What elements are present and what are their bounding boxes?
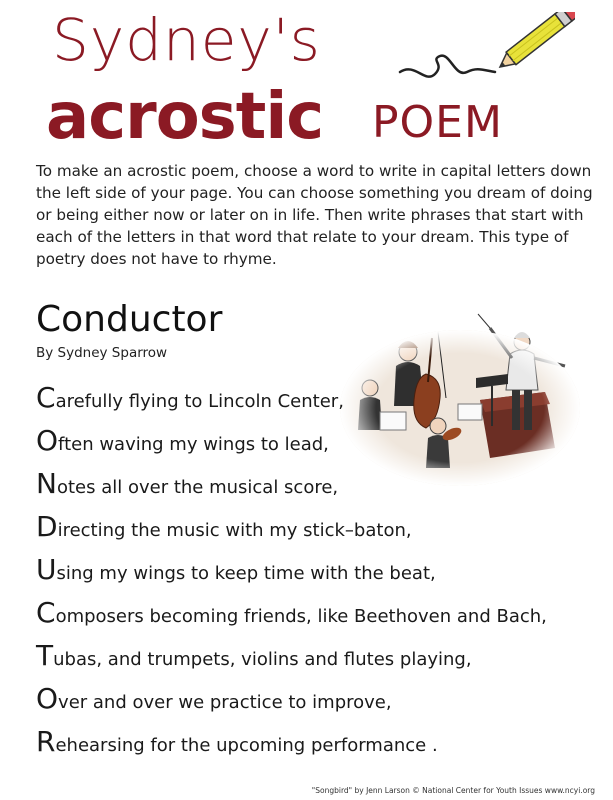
line-text: ehearsing for the upcoming performance . (55, 735, 438, 756)
line-text: omposers becoming friends, like Beethoven and Bach, (55, 606, 547, 627)
poem-line (36, 720, 547, 763)
line-text: ver and over we practice to improve, (58, 692, 392, 713)
title-name: Sydney's (52, 6, 321, 74)
poem-title: Conductor (36, 299, 223, 340)
initial-letter: N (36, 467, 57, 500)
line-text: otes all over the musical score, (56, 477, 339, 498)
footer-credit: "Songbird" by Jenn Larson © National Center for Youth Issues www.ncyi.org (311, 786, 595, 795)
initial-letter: U (36, 553, 57, 586)
initial-letter: O (36, 424, 59, 457)
title-acrostic: acrostic (46, 80, 324, 154)
initial-letter: C (36, 596, 56, 629)
intro-paragraph: To make an acrostic poem, choose a word to write in capital letters down the left side of your page. You can choose something you dream of doing or being either now or later on in life. Then write phrases that start with each of the letters in that word that relate to your dream. This type of poetry does not have to rhyme. (36, 162, 593, 268)
initial-letter: R (36, 725, 56, 758)
title-poem: POEM (372, 97, 503, 148)
poem-byline: By Sydney Sparrow (36, 345, 168, 361)
poem-line (36, 462, 547, 505)
poem-line (36, 376, 547, 419)
line-text: sing my wings to keep time with the beat, (56, 563, 436, 584)
poem-line (36, 634, 547, 677)
poem-lines (36, 376, 547, 763)
poem-line (36, 548, 547, 591)
initial-letter: T (36, 639, 54, 672)
initial-letter: O (36, 682, 59, 715)
poem-line (36, 591, 547, 634)
line-text: arefully flying to Lincoln Center, (55, 391, 344, 412)
poem-line (36, 505, 547, 548)
poem-line (36, 677, 547, 720)
line-text: irecting the music with my stick–baton, (57, 520, 412, 541)
pencil-icon (395, 12, 575, 94)
initial-letter: C (36, 381, 56, 414)
initial-letter: D (36, 510, 58, 543)
line-text: ften waving my wings to lead, (58, 434, 329, 455)
line-text: ubas, and trumpets, violins and flutes playing, (53, 649, 472, 670)
poem-line (36, 419, 547, 462)
